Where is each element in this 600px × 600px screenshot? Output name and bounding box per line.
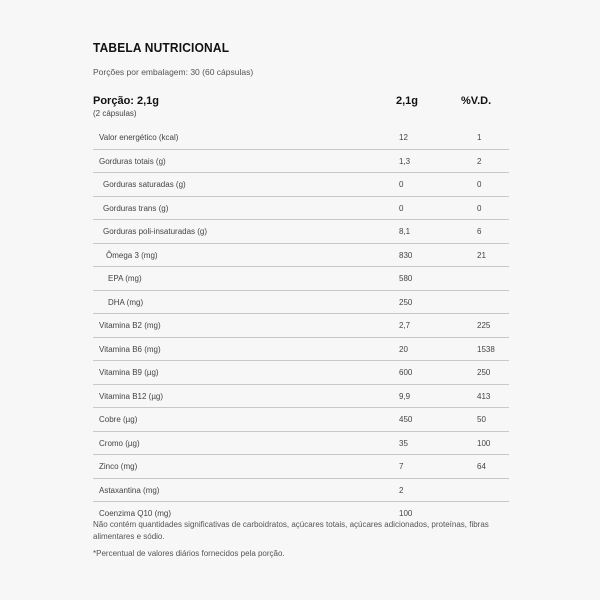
nutrient-amount: 580 bbox=[399, 274, 413, 283]
nutrient-name: Vitamina B12 (µg) bbox=[99, 391, 164, 401]
nutrition-table bbox=[93, 126, 509, 525]
nutrient-amount: 35 bbox=[399, 438, 408, 448]
nutrient-amount: 100 bbox=[399, 509, 413, 518]
table-row bbox=[93, 220, 509, 244]
nutrient-name: Coenzima Q10 (mg) bbox=[99, 509, 172, 518]
servings-per-package: Porções por embalagem: 30 (60 cápsulas) bbox=[93, 67, 254, 77]
nutrient-name: Cromo (µg) bbox=[99, 438, 140, 448]
portion-header-sub: (2 cápsulas) bbox=[93, 109, 137, 118]
table-row bbox=[93, 385, 509, 409]
nutrient-name: Vitamina B6 (mg) bbox=[99, 344, 161, 354]
table-row bbox=[93, 408, 509, 432]
nutrient-amount: 0 bbox=[399, 203, 404, 213]
nutrient-name: Cobre (µg) bbox=[99, 415, 138, 424]
nutrient-amount: 0 bbox=[399, 180, 404, 189]
nutrient-daily-value: 21 bbox=[477, 250, 486, 260]
nutrient-amount: 450 bbox=[399, 415, 413, 424]
nutrient-daily-value: 250 bbox=[477, 368, 491, 377]
nutrient-amount: 12 bbox=[399, 133, 408, 142]
portion-header-label: Porção: 2,1g bbox=[93, 95, 160, 107]
nutrient-daily-value: 64 bbox=[477, 462, 486, 471]
nutrient-amount: 8,1 bbox=[399, 227, 411, 236]
nutrient-daily-value: 0 bbox=[477, 180, 482, 189]
nutrient-name: Vitamina B9 (µg) bbox=[99, 368, 159, 377]
nutrient-name: EPA (mg) bbox=[108, 274, 142, 283]
nutrient-name: Gorduras saturadas (g) bbox=[103, 180, 186, 189]
nutrient-daily-value: 225 bbox=[477, 321, 491, 330]
nutrient-name: DHA (mg) bbox=[108, 297, 144, 307]
footnote-daily-values: *Percentual de valores diários fornecidos pela porção. bbox=[93, 549, 285, 558]
table-row bbox=[93, 479, 509, 503]
nutrient-name: Valor energético (kcal) bbox=[99, 133, 179, 142]
table-row bbox=[93, 244, 509, 268]
nutrient-amount: 600 bbox=[399, 368, 413, 377]
table-row bbox=[93, 173, 509, 197]
table-row bbox=[93, 455, 509, 479]
nutrient-name: Vitamina B2 (mg) bbox=[99, 321, 161, 330]
nutrient-daily-value: 1538 bbox=[477, 344, 495, 354]
nutrient-daily-value: 2 bbox=[477, 156, 482, 166]
page-title: TABELA NUTRICIONAL bbox=[93, 40, 230, 55]
nutrient-name: Ômega 3 (mg) bbox=[106, 250, 158, 260]
nutrient-name: Zinco (mg) bbox=[99, 462, 138, 471]
nutrient-amount: 830 bbox=[399, 250, 413, 260]
nutrient-name: Gorduras totais (g) bbox=[99, 156, 166, 166]
table-row bbox=[93, 314, 509, 338]
nutrient-name: Gorduras trans (g) bbox=[103, 203, 169, 213]
table-row bbox=[93, 432, 509, 456]
nutrient-name: Astaxantina (mg) bbox=[99, 485, 160, 495]
footnote-not-significant: Não contém quantidades significativas de carboidratos, açúcares totais, açúcares adicionados, proteínas, fibras alimentares e sódio. bbox=[93, 520, 489, 541]
table-row bbox=[93, 361, 509, 385]
table-row bbox=[93, 291, 509, 315]
nutrient-daily-value: 1 bbox=[477, 133, 482, 142]
table-row bbox=[93, 267, 509, 291]
table-row bbox=[93, 197, 509, 221]
nutrient-daily-value: 50 bbox=[477, 415, 486, 424]
nutrient-daily-value: 6 bbox=[477, 227, 482, 236]
nutrient-daily-value: 100 bbox=[477, 438, 491, 448]
table-row bbox=[93, 150, 509, 174]
nutrient-amount: 7 bbox=[399, 462, 404, 471]
nutrient-name: Gorduras poli-insaturadas (g) bbox=[103, 227, 208, 236]
dv-column-header: %V.D. bbox=[461, 95, 492, 107]
nutrient-amount: 1,3 bbox=[399, 156, 411, 166]
nutrient-amount: 9,9 bbox=[399, 391, 411, 401]
nutrient-amount: 250 bbox=[399, 297, 413, 307]
table-row bbox=[93, 338, 509, 362]
nutrient-daily-value: 413 bbox=[477, 391, 491, 401]
nutrient-amount: 2 bbox=[399, 485, 404, 495]
nutrient-amount: 20 bbox=[399, 344, 408, 354]
nutrient-amount: 2,7 bbox=[399, 321, 411, 330]
amount-column-header: 2,1g bbox=[396, 95, 419, 107]
table-row bbox=[93, 126, 509, 150]
nutrient-daily-value: 0 bbox=[477, 203, 482, 213]
